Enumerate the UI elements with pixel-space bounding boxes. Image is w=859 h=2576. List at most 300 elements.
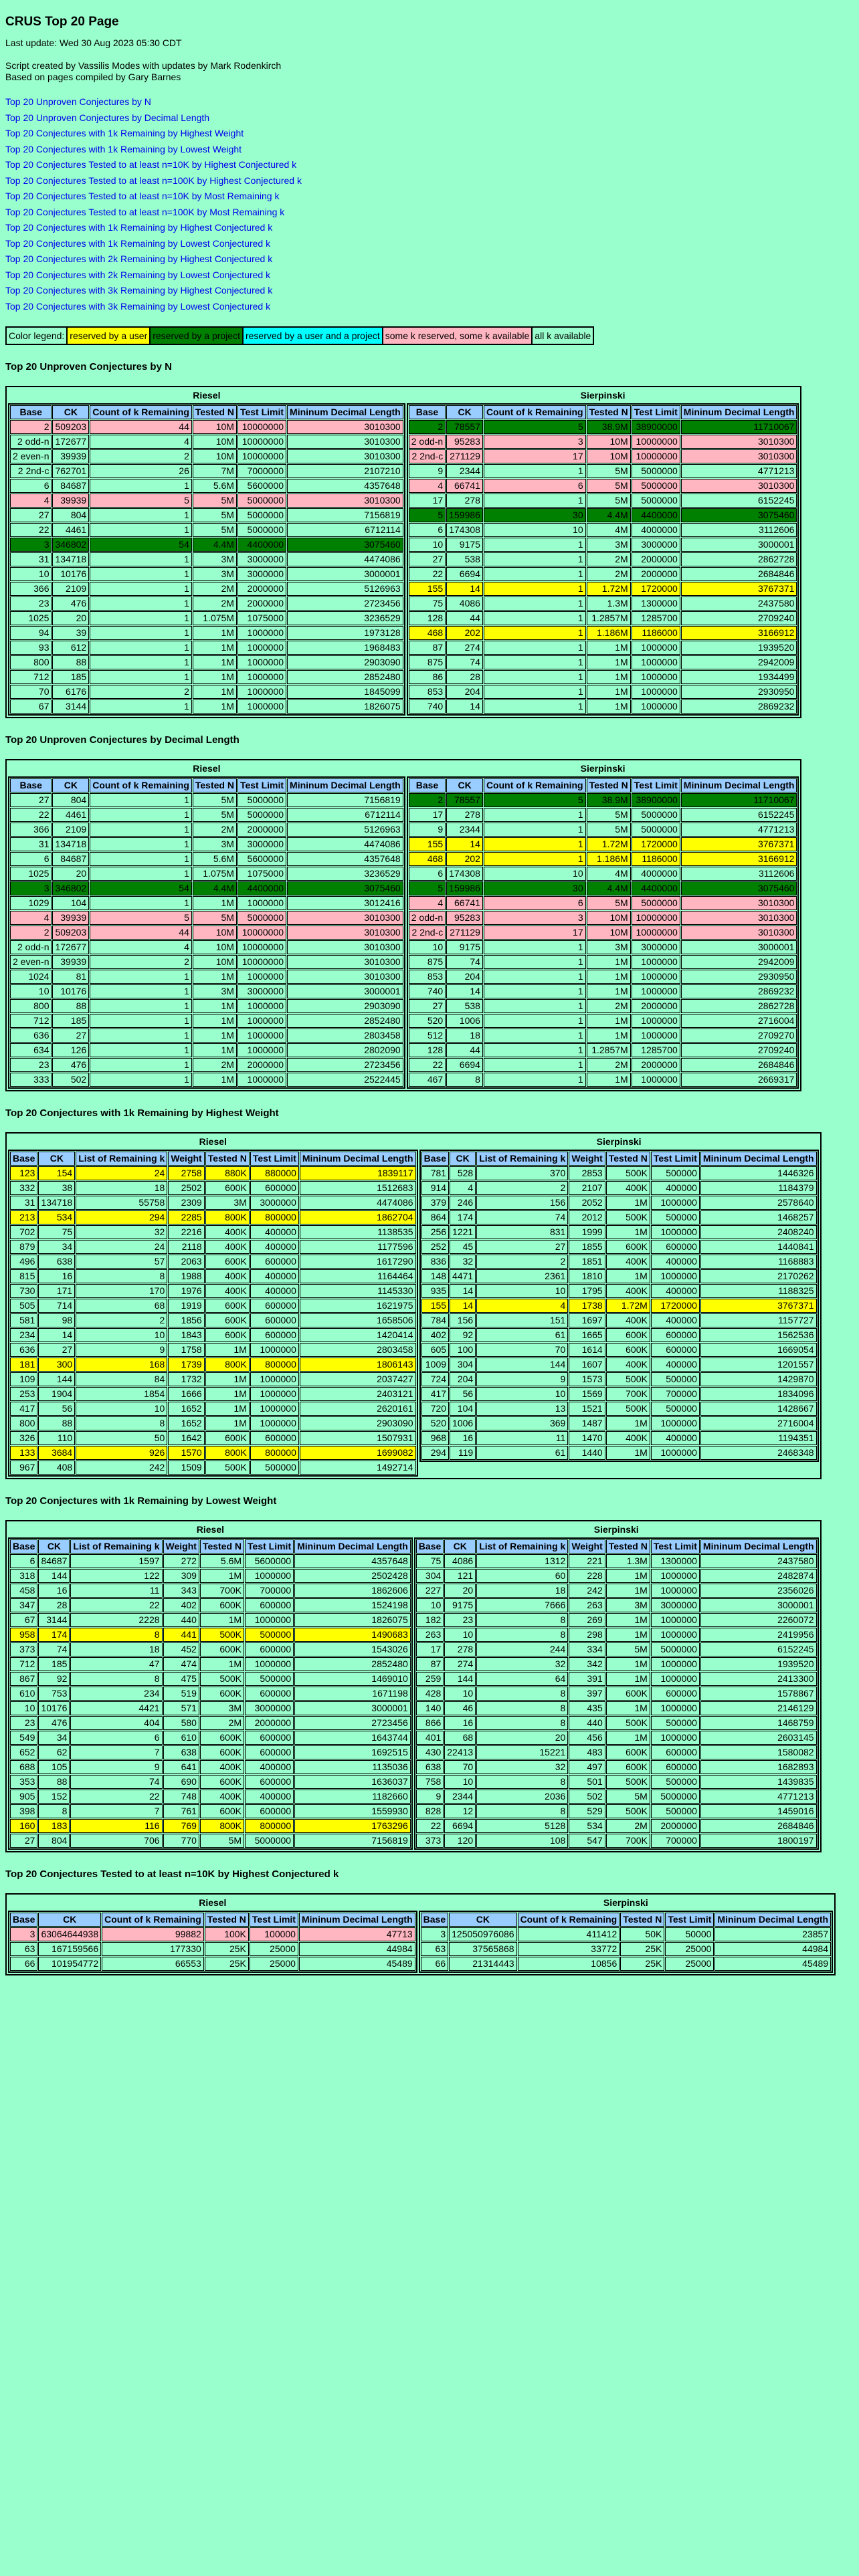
table-cell: 600K [606,1687,650,1701]
column-header: Test Limit [245,1539,294,1553]
table-cell: 2 2nd-c [409,449,446,463]
table-cell: 1446326 [700,1166,817,1180]
table-cell: 3000001 [700,1598,817,1612]
table-cell: 831 [476,1225,568,1239]
table-cell: 1000000 [237,626,286,640]
table-cell: 1826075 [287,700,403,714]
column-header: Base [10,1913,37,1927]
table-cell: 4421 [70,1701,162,1715]
table-cell: 144 [476,1358,568,1372]
table-cell: 761 [163,1804,199,1818]
table-cell: 94 [10,626,52,640]
table-cell: 152 [38,1790,70,1804]
table-cell: 467 [409,1073,446,1087]
table-cell: 1862704 [300,1210,416,1224]
table-row [10,1745,411,1759]
table-cell: 5000000 [651,1642,700,1656]
table-cell: 2 odd-n [409,911,446,925]
column-header: CK [38,1913,101,1927]
table-cell: 9 [409,823,446,837]
table-cell: 155 [409,837,446,851]
table-row [409,867,797,881]
table-cell: 1939520 [700,1657,817,1671]
table-cell: 6 [10,1554,37,1568]
table-row [10,597,403,611]
table-cell: 3000001 [287,567,403,581]
sections [5,361,859,1975]
table-cell: 27 [409,552,446,566]
section-link[interactable]: Top 20 Conjectures with 1k Remaining by Highest Conjectured k [5,222,273,233]
table-cell: 22413 [444,1745,476,1759]
credit-line: Script created by Vassilis Modes with updates by Mark Rodenkirch [5,60,282,71]
table-cell: 1000000 [237,670,286,684]
section-link[interactable]: Top 20 Conjectures with 1k Remaining by Lowest Weight [5,143,242,154]
table-cell: 1157727 [700,1313,817,1327]
table-cell: 7 [70,1804,162,1818]
table-row [421,1416,817,1430]
table-cell: 1468257 [700,1210,817,1224]
table-row [10,1358,416,1372]
table-cell: 21314443 [449,1957,516,1971]
table-cell: 2723456 [287,597,403,611]
table-cell: 1671198 [294,1687,411,1701]
table-cell: 22 [416,1819,444,1833]
table-cell: 1999 [569,1225,605,1239]
table-cell: 1 [90,970,192,984]
table-cell: 134718 [38,1196,75,1210]
table-cell: 400K [606,1358,650,1372]
table-cell: 408 [38,1461,75,1475]
table-cell: 22 [10,523,52,537]
table-cell: 66553 [102,1957,204,1971]
table-cell: 55758 [76,1196,167,1210]
table-cell: 652 [10,1745,37,1759]
table-row [10,1716,411,1730]
table-cell: 4.4M [587,508,631,522]
table-cell: 44 [90,420,192,434]
table-cell: 1521 [569,1402,605,1416]
table-cell: 800000 [245,1819,294,1833]
column-header: Weight [569,1152,605,1166]
table-cell: 1.72M [587,837,631,851]
table-cell: 3M [200,1701,244,1715]
table-cell: 1839117 [300,1166,416,1180]
table-cell: 1.186M [587,626,631,640]
column-header: Test Limit [250,1152,299,1166]
table-cell: 74 [476,1210,568,1224]
table-cell: 10000000 [237,926,286,940]
table-cell: 14 [38,1328,75,1342]
table-cell: 1580082 [700,1745,817,1759]
section-link[interactable]: Top 20 Conjectures with 2k Remaining by Lowest Conjectured k [5,269,271,280]
table-cell: 7 [70,1745,162,1759]
table-cell: 116 [70,1819,162,1833]
legend-item: reserved by a user [67,327,150,344]
table-cell: 1186000 [632,852,680,866]
table-cell: 398 [10,1804,37,1818]
table-cell: 1000000 [651,1628,700,1642]
table-cell: 1000000 [237,1029,286,1043]
table-cell: 14 [446,984,483,998]
table-cell: 800000 [250,1358,299,1372]
table-cell: 234 [70,1687,162,1701]
table-cell: 10M [193,435,237,449]
column-header: Test Limit [237,778,286,792]
table-cell: 3010300 [287,955,403,969]
table-cell: 14 [446,700,483,714]
table-cell: 2356026 [700,1584,817,1598]
table-row [416,1804,817,1818]
table-cell: 8 [476,1804,568,1818]
table-cell: 2802090 [287,1043,403,1057]
section-link[interactable]: Top 20 Conjectures with 1k Remaining by Lowest Conjectured k [5,237,271,249]
table-cell: 8 [476,1628,568,1642]
table-cell: 373 [416,1834,444,1848]
table-cell: 1.075M [193,611,237,625]
section-link[interactable]: Top 20 Conjectures Tested to at least n=100K by Highest Conjectured k [5,175,302,186]
table-cell: 2M [606,1819,650,1833]
table-row [10,1672,411,1686]
table-row [10,1166,416,1180]
section-link[interactable]: Top 20 Conjectures Tested to at least n=100K by Most Remaining k [5,206,285,217]
table-cell: 8 [476,1701,568,1715]
table-cell: 1 [484,582,586,596]
table-row [10,567,403,581]
table-cell: 1000000 [237,970,286,984]
table-cell: 5M [200,1834,244,1848]
table-cell: 54 [90,538,192,552]
table-cell: 2000000 [651,1819,700,1833]
column-header: Mininum Decimal Length [681,405,797,419]
table-cell: 39939 [52,955,89,969]
table-cell: 1 [90,582,192,596]
table-cell: 1M [193,700,237,714]
table-cell: 269 [569,1613,605,1627]
table-cell: 1570 [168,1446,204,1460]
table-cell: 182 [416,1613,444,1627]
sierpinski-heading: Sierpinski [593,1524,639,1535]
table-cell: 95283 [446,911,483,925]
table-cell: 1834096 [700,1387,817,1401]
table-row [10,1058,403,1072]
table-cell: 452 [163,1642,199,1656]
table-cell: 500000 [245,1628,294,1642]
table-cell: 3000000 [237,552,286,566]
table-cell: 1 [90,523,192,537]
table-cell: 468 [409,626,446,640]
table-cell: 25K [620,1942,664,1956]
table-cell: 804 [52,793,89,807]
section-link[interactable]: Top 20 Conjectures with 1k Remaining by Highest Weight [5,128,244,138]
table-cell: 1 [90,552,192,566]
table-cell: 23 [444,1613,476,1627]
table-cell: 10000000 [237,420,286,434]
table-row [421,1358,817,1372]
table-cell: 1M [606,1416,650,1430]
table-row [409,523,797,537]
table-cell: 529 [569,1804,605,1818]
table-cell: 1M [606,1628,650,1642]
table-cell: 22 [409,1058,446,1072]
table-cell: 4471 [450,1269,476,1283]
riesel-heading: Riesel [193,390,221,401]
table-cell: 435 [569,1701,605,1715]
column-header: Test Limit [250,1913,298,1927]
table-cell: 242 [76,1461,167,1475]
table-cell: 706 [70,1834,162,1848]
table-row [416,1657,817,1671]
table-cell: 1 [90,1014,192,1028]
table-row [10,1775,411,1789]
table-cell: 342 [569,1657,605,1671]
table-row [409,435,797,449]
table-cell: 3000001 [681,538,797,552]
table-cell: 263 [416,1628,444,1642]
table-cell: 56 [450,1387,476,1401]
table-cell: 5126963 [287,582,403,596]
table-cell: 500000 [651,1716,700,1730]
table-row [409,567,797,581]
table-cell: 50000 [665,1927,714,1941]
table-cell: 4 [90,435,192,449]
table-cell: 1 [90,626,192,640]
table-cell: 1029 [10,896,52,910]
table-cell: 2216 [168,1225,204,1239]
section-link[interactable]: Top 20 Unproven Conjectures by N [5,96,151,107]
table-cell: 638 [163,1745,199,1759]
section-title: Top 20 Unproven Conjectures by Decimal Length [5,734,240,746]
table-cell: 309 [163,1569,199,1583]
table-cell: 1 [484,685,586,699]
table-cell: 75 [409,597,446,611]
column-header: CK [446,405,483,419]
table-cell: 404 [70,1716,162,1730]
table-cell: 612 [52,641,89,655]
table-cell: 44 [446,611,483,625]
table-cell: 3075460 [287,881,403,895]
table-cell: 1000000 [651,1225,700,1239]
table-cell: 1720000 [632,837,680,851]
section-link[interactable]: Top 20 Unproven Conjectures by Decimal Length [5,112,210,123]
table-cell: 3010300 [681,896,797,910]
table-cell: 2000000 [237,582,286,596]
column-header: Weight [168,1152,204,1166]
table-cell: 864 [421,1210,449,1224]
table-cell: 500000 [651,1166,700,1180]
table-cell: 5 [484,420,586,434]
table-cell: 2 2nd-c [409,926,446,940]
table-cell: 5000000 [237,494,286,508]
table-cell: 2036 [476,1790,568,1804]
table-cell: 1M [193,655,237,669]
table-cell: 271129 [446,449,483,463]
table-cell: 600K [205,1299,250,1313]
table-cell: 3 [10,1927,37,1941]
table-cell: 22 [10,808,52,822]
table-cell: 2723456 [287,1058,403,1072]
table-cell: 4474086 [287,552,403,566]
table-cell: 11 [70,1584,162,1598]
table-cell: 2 [10,420,52,434]
table-cell: 171 [38,1284,75,1298]
sierpinski-panel [414,1537,819,1850]
section-title: Top 20 Conjectures Tested to at least n=10K by Highest Conjectured k [5,1868,339,1880]
table-cell: 271129 [446,926,483,940]
table-cell: 10 [476,1284,568,1298]
table-cell: 123 [10,1166,37,1180]
table-cell: 78557 [446,793,483,807]
section-link[interactable]: Top 20 Conjectures with 2k Remaining by Highest Conjectured k [5,253,273,264]
table-cell: 1 [484,808,586,822]
table-row [10,852,403,866]
table-row [10,1431,416,1445]
column-header: Tested N [606,1539,650,1553]
table-cell: 1000000 [632,700,680,714]
table-row [409,881,797,895]
table-cell: 8 [476,1716,568,1730]
table-cell: 2620161 [300,1402,416,1416]
table-cell: 636 [10,1029,52,1043]
table-cell: 6 [409,523,446,537]
section-link[interactable]: Top 20 Conjectures with 3k Remaining by Highest Conjectured k [5,285,273,296]
table-cell: 1470 [569,1431,605,1445]
table-cell: 600000 [245,1804,294,1818]
table-cell: 571 [163,1701,199,1715]
table-cell: 2M [193,1058,237,1072]
table-cell: 1000000 [237,641,286,655]
table-cell: 3236529 [287,611,403,625]
table-cell: 402 [421,1328,449,1342]
table-cell: 600K [200,1642,244,1656]
section-link[interactable]: Top 20 Conjectures Tested to at least n=10K by Highest Conjectured k [5,159,297,170]
table-cell: 1M [200,1657,244,1671]
table-cell: 17 [409,808,446,822]
table-cell: 17 [484,449,586,463]
table-cell: 160 [10,1819,37,1833]
table-cell: 1 [90,867,192,881]
section-link[interactable]: Top 20 Conjectures Tested to at least n=10K by Most Remaining k [5,191,280,201]
table-cell: 2063 [168,1255,204,1269]
table-cell: 4000000 [632,867,680,881]
table-cell: 1M [193,685,237,699]
column-header: Weight [569,1539,605,1553]
table-row [10,1790,411,1804]
table-cell: 84687 [52,479,89,493]
table-cell: 1006 [446,1014,483,1028]
table-cell: 1428667 [700,1402,817,1416]
table-cell: 634 [10,1043,52,1057]
table-row [416,1642,817,1656]
table-cell: 600000 [250,1181,299,1195]
table-cell: 379 [421,1196,449,1210]
table-cell: 800K [205,1446,250,1460]
table-cell: 11710067 [681,420,797,434]
table-cell: 1573 [569,1372,605,1386]
table-cell: 1843 [168,1328,204,1342]
table-cell: 4 [409,896,446,910]
table-cell: 417 [421,1387,449,1401]
table-cell: 66741 [446,479,483,493]
table-cell: 1000000 [632,685,680,699]
table-cell: 1524198 [294,1598,411,1612]
table-cell: 2408240 [700,1225,817,1239]
table-cell: 5000000 [237,508,286,522]
table-cell: 500K [606,1402,650,1416]
column-header: Weight [163,1539,199,1553]
table-row [10,911,403,925]
table-cell: 1000000 [250,1372,299,1386]
table-cell: 400K [205,1240,250,1254]
table-cell: 24 [76,1240,167,1254]
table-row [10,655,403,669]
table-cell: 17 [484,926,586,940]
table-cell: 905 [10,1790,37,1804]
table-cell: 23857 [714,1927,831,1941]
table-row [10,1584,411,1598]
table-cell: 1 [484,494,586,508]
section-link[interactable]: Top 20 Conjectures with 3k Remaining by Lowest Conjectured k [5,300,271,312]
table-cell: 600000 [250,1328,299,1342]
table-cell: 74 [446,955,483,969]
table-cell: 8 [446,1073,483,1087]
table-cell: 159986 [446,881,483,895]
table-cell: 3M [193,552,237,566]
table-cell: 1862606 [294,1584,411,1598]
table-cell: 5000000 [237,523,286,537]
table-cell: 104 [52,896,89,910]
table-cell: 20 [444,1584,476,1598]
riesel-table [8,1150,418,1477]
sierpinski-table [419,1911,833,1973]
table-cell: 2309 [168,1196,204,1210]
table-row [10,1446,416,1460]
table-cell: 181 [10,1358,37,1372]
table-cell: 10 [476,1387,568,1401]
table-row [409,494,797,508]
column-header: Test Limit [632,405,680,419]
table-cell: 174308 [446,867,483,881]
table-cell: 914 [421,1181,449,1195]
table-row [10,970,403,984]
table-cell: 3000000 [632,538,680,552]
table-cell: 1300000 [632,597,680,611]
table-cell: 23 [10,1058,52,1072]
table-cell: 7M [193,464,237,478]
table-row [421,1927,831,1941]
table-cell: 2684846 [700,1819,817,1833]
table-row [10,641,403,655]
column-header: Tested N [193,405,237,419]
column-header: Mininum Decimal Length [700,1539,817,1553]
table-cell: 32 [450,1255,476,1269]
table-cell: 1138535 [300,1225,416,1239]
table-cell: 10M [587,911,631,925]
table-cell: 8 [476,1687,568,1701]
table-cell: 92 [38,1672,70,1686]
table-cell: 5128 [476,1819,568,1833]
table-cell: 346802 [52,538,89,552]
table-cell: 519 [163,1687,199,1701]
table-cell: 724 [421,1372,449,1386]
table-cell: 16 [38,1269,75,1283]
table-cell: 1025 [10,611,52,625]
table-cell: 3000001 [287,984,403,998]
table-cell: 2716004 [700,1416,817,1430]
table-cell: 476 [52,1058,89,1072]
table-cell: 4474086 [300,1196,416,1210]
table-cell: 800K [205,1210,250,1224]
table-cell: 600K [200,1731,244,1745]
